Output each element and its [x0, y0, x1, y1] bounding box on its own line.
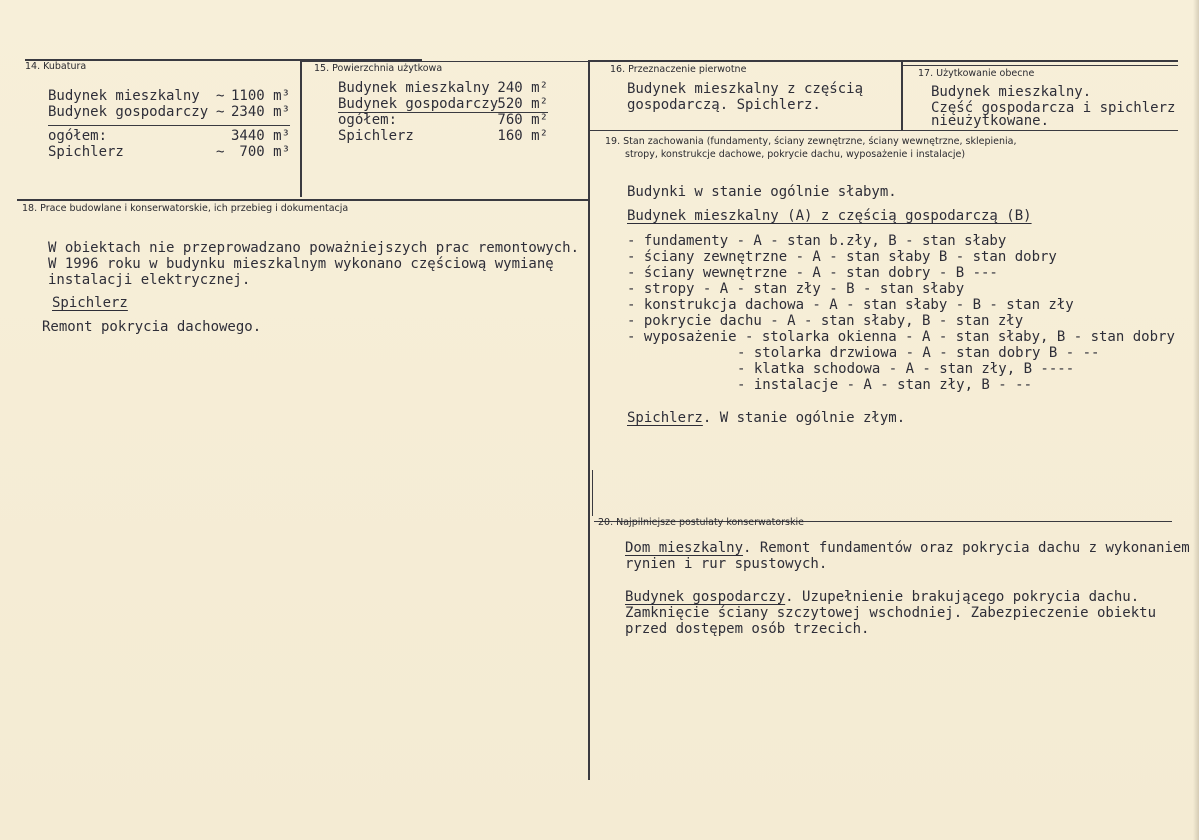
s15-row-value: 240 m² [497, 80, 548, 96]
s20-p2-line3: przed dostępem osób trzecich. [625, 621, 870, 637]
s20-label: 20. Najpilniejsze postulaty konserwatorskie [598, 517, 804, 528]
s16-label: 16. Przeznaczenie pierwotne [610, 64, 747, 75]
divider-s19-bottom-left [592, 470, 593, 516]
rule-s17-top [902, 65, 1178, 66]
s17-label: 17. Użytkowanie obecne [918, 68, 1035, 79]
s14-row-value: 2340 m³ [230, 104, 290, 120]
s15-row-name: Budynek gospodarczy [338, 96, 499, 112]
s14-extra-approx: ~ [216, 144, 225, 160]
s17-line: Część gospodarcza i spichlerz [931, 100, 1176, 116]
s14-row-approx: ~ [216, 104, 225, 120]
divider-left-right [588, 60, 590, 780]
rule-s18-top [17, 199, 588, 201]
top-rule-right [590, 60, 1178, 62]
s19-spichlerz-line [627, 410, 905, 426]
s14-row-value: 1100 m³ [230, 88, 290, 104]
s19-subitem: - stolarka drzwiowa - A - stan dobry B - -- [737, 345, 1100, 361]
page-edge [1193, 0, 1199, 840]
s15-label: 15. Powierzchnia użytkowa [314, 63, 443, 74]
s20-p2-line1 [625, 589, 1139, 605]
s20-p1-line1 [625, 540, 1190, 556]
s14-total-label: ogółem: [48, 128, 108, 144]
s15-row-name: Budynek mieszkalny [338, 80, 490, 96]
s19-item: - wyposażenie - stolarka okienna - A - stan słaby, B - stan dobry [627, 329, 1175, 345]
s15-row-name: ogółem: [338, 112, 398, 128]
s20-p2-line2: Zamknięcie ściany szczytowej wschodniej. Zabezpieczenie obiektu [625, 605, 1157, 621]
s19-item: - ściany zewnętrzne - A - stan słaby B - stan dobry [627, 249, 1057, 265]
s19-subitem: - klatka schodowa - A - stan zły, B ---- [737, 361, 1075, 377]
s19-label-line1: 19. Stan zachowania (fundamenty, ściany zewnętrzne, ściany wewnętrzne, sklepienia, [605, 136, 1017, 147]
s19-item: - fundamenty - A - stan b.zły, B - stan słaby [627, 233, 1007, 249]
s19-intro: Budynki w stanie ogólnie słabym. [627, 184, 897, 200]
s17-line: Budynek mieszkalny. [931, 84, 1092, 100]
s19-spichlerz-text: . W stanie ogólnie złym. [702, 410, 906, 426]
s14-total-value: 3440 m³ [230, 128, 290, 144]
top-rule-mid [300, 61, 590, 62]
s18-sub-line: Remont pokrycia dachowego. [42, 319, 262, 335]
s19-item: - konstrukcja dachowa - A - stan słaby - B - stan zły [627, 297, 1074, 313]
s18-line: W obiektach nie przeprowadzano poważniejszych prac remontowych. [48, 240, 580, 256]
s14-row-name: Budynek gospodarczy [48, 104, 209, 120]
divider-s16-s17 [901, 61, 903, 130]
rule-s19-top [590, 130, 1178, 131]
s18-line: instalacji elektrycznej. [48, 272, 251, 288]
s14-row-name: Budynek mieszkalny [48, 88, 200, 104]
s15-row-value: 520 m² [497, 96, 548, 112]
s19-item: - stropy - A - stan zły - B - stan słaby [627, 281, 965, 297]
s17-line: nieużytkowane. [931, 113, 1050, 129]
s18-sub-heading: Spichlerz [52, 295, 128, 311]
s19-spichlerz-heading: Spichlerz [627, 410, 703, 426]
s14-extra-value: 700 m³ [239, 144, 290, 160]
rule-s14-total [48, 125, 290, 126]
s15-row-value: 760 m² [497, 112, 548, 128]
s15-row-value: 160 m² [497, 128, 548, 144]
s20-p2-heading: Budynek gospodarczy [625, 589, 786, 605]
s20-p1-heading: Dom mieszkalny [625, 540, 744, 556]
s19-item: - pokrycie dachu - A - stan słaby, B - stan zły [627, 313, 1024, 329]
s18-line: W 1996 roku w budynku mieszkalnym wykonano częściową wymianę [48, 256, 554, 272]
s20-p2-rest: . Uzupełnienie brakującego pokrycia dachu. [785, 589, 1140, 605]
s19-subitem: - instalacje - A - stan zły, B - -- [737, 377, 1033, 393]
s16-line: gospodarczą. Spichlerz. [627, 97, 821, 113]
s20-p1-rest: . Remont fundamentów oraz pokrycia dachu z wykonaniem [743, 540, 1190, 556]
s14-extra-label: Spichlerz [48, 144, 124, 160]
s19-heading: Budynek mieszkalny (A) z częścią gospodarczą (B) [627, 208, 1032, 224]
s15-row-name: Spichlerz [338, 128, 414, 144]
s14-row-approx: ~ [216, 88, 225, 104]
s19-item: - ściany wewnętrzne - A - stan dobry - B --- [627, 265, 998, 281]
divider-s14-s15 [300, 60, 302, 197]
s20-p1-line2: rynien i rur spustowych. [625, 556, 828, 572]
s16-line: Budynek mieszkalny z częścią [627, 81, 864, 97]
s14-label: 14. Kubatura [25, 61, 87, 72]
s19-label-line2: stropy, konstrukcje dachowe, pokrycie dachu, wyposażenie i instalacje) [625, 149, 966, 160]
s18-label: 18. Prace budowlane i konserwatorskie, ich przebieg i dokumentacja [22, 203, 349, 214]
